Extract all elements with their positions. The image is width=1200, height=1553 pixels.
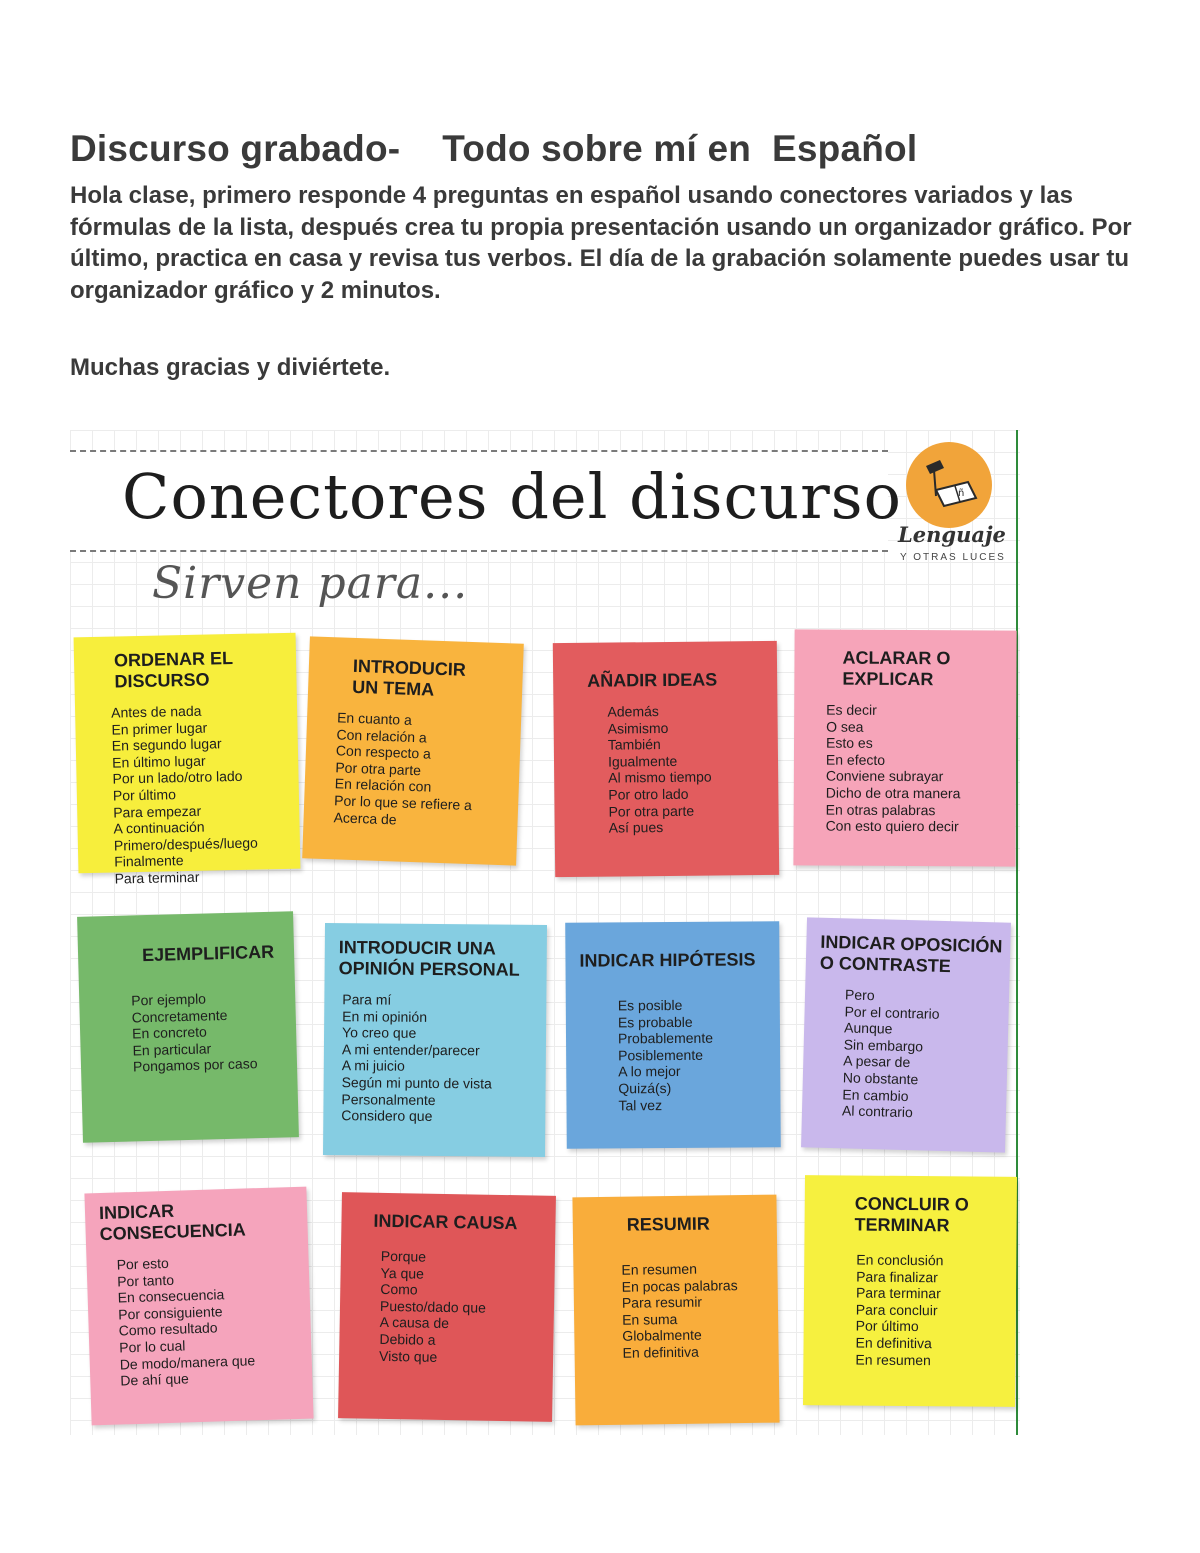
- list-item: Es posible: [617, 996, 683, 1014]
- list-item: En suma: [622, 1310, 678, 1328]
- list-item: En otras palabras: [825, 801, 936, 818]
- list-item: Con relación a: [336, 725, 428, 746]
- logo-tagline: Y OTRAS LUCES: [900, 552, 1006, 563]
- list-item: Por el contrario: [844, 1002, 940, 1022]
- note-list: [567, 702, 764, 837]
- list-item: En resumen: [855, 1351, 931, 1368]
- list-item: Sin embargo: [843, 1036, 924, 1055]
- list-item: Pero: [844, 986, 875, 1004]
- list-item: A mi entender/parecer: [341, 1040, 480, 1059]
- list-item: En cambio: [842, 1085, 909, 1104]
- note-ejemplificar: [77, 911, 299, 1143]
- note-list: [816, 986, 995, 1123]
- list-item: Por tanto: [116, 1271, 175, 1290]
- infographic-title: Conectores del discurso: [122, 460, 902, 533]
- list-item: O sea: [826, 718, 864, 735]
- list-item: En definitiva: [855, 1334, 932, 1352]
- note-title: INDICAR CAUSA: [373, 1210, 518, 1234]
- list-item: Es probable: [617, 1013, 693, 1030]
- list-item: Primero/después/luego: [113, 834, 259, 854]
- list-item: Quizá(s): [618, 1079, 672, 1097]
- list-item: Para concluir: [855, 1301, 938, 1319]
- list-item: En relación con: [334, 775, 432, 796]
- list-item: En definitiva: [622, 1343, 699, 1361]
- list-item: Por otro lado: [608, 785, 689, 803]
- note-oposicion: [801, 917, 1011, 1152]
- list-item: Visto que: [379, 1347, 438, 1365]
- list-item: Es decir: [826, 701, 877, 718]
- list-item: En conclusión: [856, 1251, 944, 1269]
- note-consecuencia: [84, 1187, 313, 1426]
- note-list: [317, 709, 507, 832]
- list-item: Conviene subrayar: [825, 767, 944, 785]
- list-item: Para mí: [342, 991, 392, 1008]
- document-title: Discurso grabado- Todo sobre mí en Español: [70, 128, 918, 169]
- note-list: [100, 1251, 298, 1390]
- list-item: A pesar de: [843, 1052, 911, 1071]
- list-item: En cuanto a: [336, 709, 413, 728]
- list-item: En consecuencia: [117, 1286, 225, 1306]
- list-item: No obstante: [842, 1069, 919, 1088]
- list-item: Por lo que se refiere a: [333, 792, 473, 814]
- list-item: Acerca de: [333, 808, 397, 828]
- list-item: Como: [380, 1281, 418, 1298]
- svg-text:ñ: ñ: [958, 488, 965, 499]
- list-item: Por un lado/otro lado: [112, 768, 243, 787]
- document-closing: Muchas gracias y diviértete.: [70, 354, 391, 381]
- list-item: Considero que: [341, 1107, 433, 1125]
- list-item: Porque: [380, 1247, 427, 1265]
- list-item: Por otra parte: [335, 759, 422, 779]
- list-item: Para terminar: [114, 868, 200, 887]
- list-item: Al mismo tiempo: [608, 768, 712, 786]
- list-item: Con esto quiero decir: [825, 817, 959, 835]
- list-item: En particular: [132, 1040, 212, 1059]
- list-item: A continuación: [113, 818, 205, 837]
- list-item: Antes de nada: [110, 702, 202, 721]
- list-item: En efecto: [825, 751, 886, 768]
- list-item: Probablemente: [617, 1029, 714, 1047]
- note-list: [808, 701, 1003, 835]
- list-item: Yo creo que: [341, 1024, 417, 1042]
- list-item: Ya que: [380, 1264, 425, 1282]
- list-item: Por último: [855, 1317, 919, 1335]
- list-item: Por consiguiente: [117, 1303, 223, 1323]
- list-item: En resumen: [621, 1260, 698, 1278]
- list-item: Para resumir: [621, 1293, 703, 1311]
- list-item: Por otra parte: [608, 802, 695, 820]
- note-title: ORDENAR EL DISCURSO: [113, 648, 233, 692]
- note-title: INTRODUCIR UN TEMA: [351, 655, 467, 700]
- connectors-infographic: [70, 430, 1020, 1435]
- list-item: En segundo lugar: [111, 735, 222, 754]
- list-item: Así pues: [608, 819, 664, 836]
- note-list: [353, 1247, 541, 1366]
- logo-wordmark: Lenguaje: [898, 522, 1006, 547]
- list-item: Esto es: [825, 734, 873, 752]
- note-resumir: [572, 1195, 779, 1426]
- note-anadir: [553, 641, 779, 877]
- note-list: [89, 701, 287, 888]
- note-ordenar: [74, 633, 301, 887]
- list-item: En pocas palabras: [621, 1276, 738, 1295]
- list-item: También: [607, 736, 661, 753]
- list-item: Además: [607, 703, 659, 720]
- note-introducir-tema: [302, 636, 524, 865]
- list-item: Con respecto a: [335, 742, 432, 762]
- list-item: Finalmente: [114, 852, 184, 870]
- note-opinion: [323, 923, 547, 1157]
- note-list: [817, 1251, 1002, 1369]
- list-item: Tal vez: [618, 1096, 663, 1113]
- note-title: AÑADIR IDEAS: [587, 669, 718, 691]
- note-title: INDICAR OPOSICIÓN O CONTRASTE: [819, 931, 1003, 977]
- note-concluir: [803, 1175, 1017, 1407]
- list-item: Según mi punto de vista: [341, 1074, 492, 1092]
- note-list: [337, 991, 532, 1125]
- list-item: Igualmente: [607, 752, 678, 770]
- note-causa: [338, 1192, 556, 1422]
- list-item: En último lugar: [112, 752, 206, 771]
- list-item: Personalmente: [341, 1090, 436, 1108]
- list-item: En mi opinión: [342, 1007, 428, 1025]
- list-item: Al contrario: [841, 1102, 913, 1121]
- list-item: Como resultado: [118, 1319, 218, 1339]
- note-title: CONCLUIR O TERMINAR: [854, 1193, 969, 1236]
- lamp-book-icon: [906, 442, 992, 528]
- list-item: En primer lugar: [111, 719, 208, 738]
- note-list: [580, 996, 767, 1113]
- note-list: [587, 1260, 764, 1362]
- infographic-subtitle: Sirven para...: [152, 558, 469, 609]
- list-item: Por ejemplo: [131, 990, 207, 1009]
- list-item: Asimismo: [607, 719, 669, 737]
- note-aclarar: [793, 629, 1016, 866]
- note-title: RESUMIR: [626, 1213, 710, 1235]
- list-item: Por lo cual: [119, 1337, 186, 1356]
- note-hipotesis: [565, 921, 781, 1148]
- list-item: Para empezar: [113, 802, 202, 821]
- list-item: Posiblemente: [618, 1046, 704, 1064]
- list-item: De modo/manera que: [119, 1351, 256, 1373]
- note-title: INDICAR HIPÓTESIS: [579, 949, 756, 971]
- list-item: Debido a: [379, 1330, 436, 1348]
- list-item: En concreto: [131, 1023, 208, 1042]
- note-title: INDICAR CONSECUENCIA: [98, 1200, 246, 1245]
- list-item: De ahí que: [120, 1370, 190, 1389]
- document-intro: Hola clase, primero responde 4 preguntas en español usando conectores variados y las fórmulas de la lista, después crea tu propia presentación usando un organizador gráfico. Por último, practica en casa y revisa tus verbos. El día de la grabación solamente puedes usar tu organizador gráfico y 2 minutos.: [70, 182, 1132, 304]
- list-item: Dicho de otra manera: [825, 784, 961, 802]
- list-item: Para finalizar: [856, 1268, 938, 1285]
- list-item: Para terminar: [855, 1284, 941, 1302]
- list-item: Puesto/dado que: [379, 1297, 487, 1316]
- list-item: Globalmente: [622, 1327, 702, 1345]
- note-title: EJEMPLIFICAR: [141, 941, 275, 966]
- list-item: A causa de: [379, 1314, 450, 1332]
- list-item: A mi juicio: [341, 1057, 405, 1075]
- list-item: A lo mejor: [618, 1063, 681, 1080]
- note-list: [93, 989, 283, 1077]
- list-item: Aunque: [843, 1019, 893, 1037]
- list-item: Por último: [112, 786, 177, 804]
- margin-rule: [1016, 430, 1018, 1435]
- list-item: Por esto: [116, 1254, 170, 1273]
- note-title: INTRODUCIR UNA OPINIÓN PERSONAL: [338, 937, 520, 980]
- list-item: Pongamos por caso: [132, 1055, 258, 1075]
- list-item: Concretamente: [131, 1006, 228, 1026]
- note-title: ACLARAR O EXPLICAR: [842, 647, 951, 690]
